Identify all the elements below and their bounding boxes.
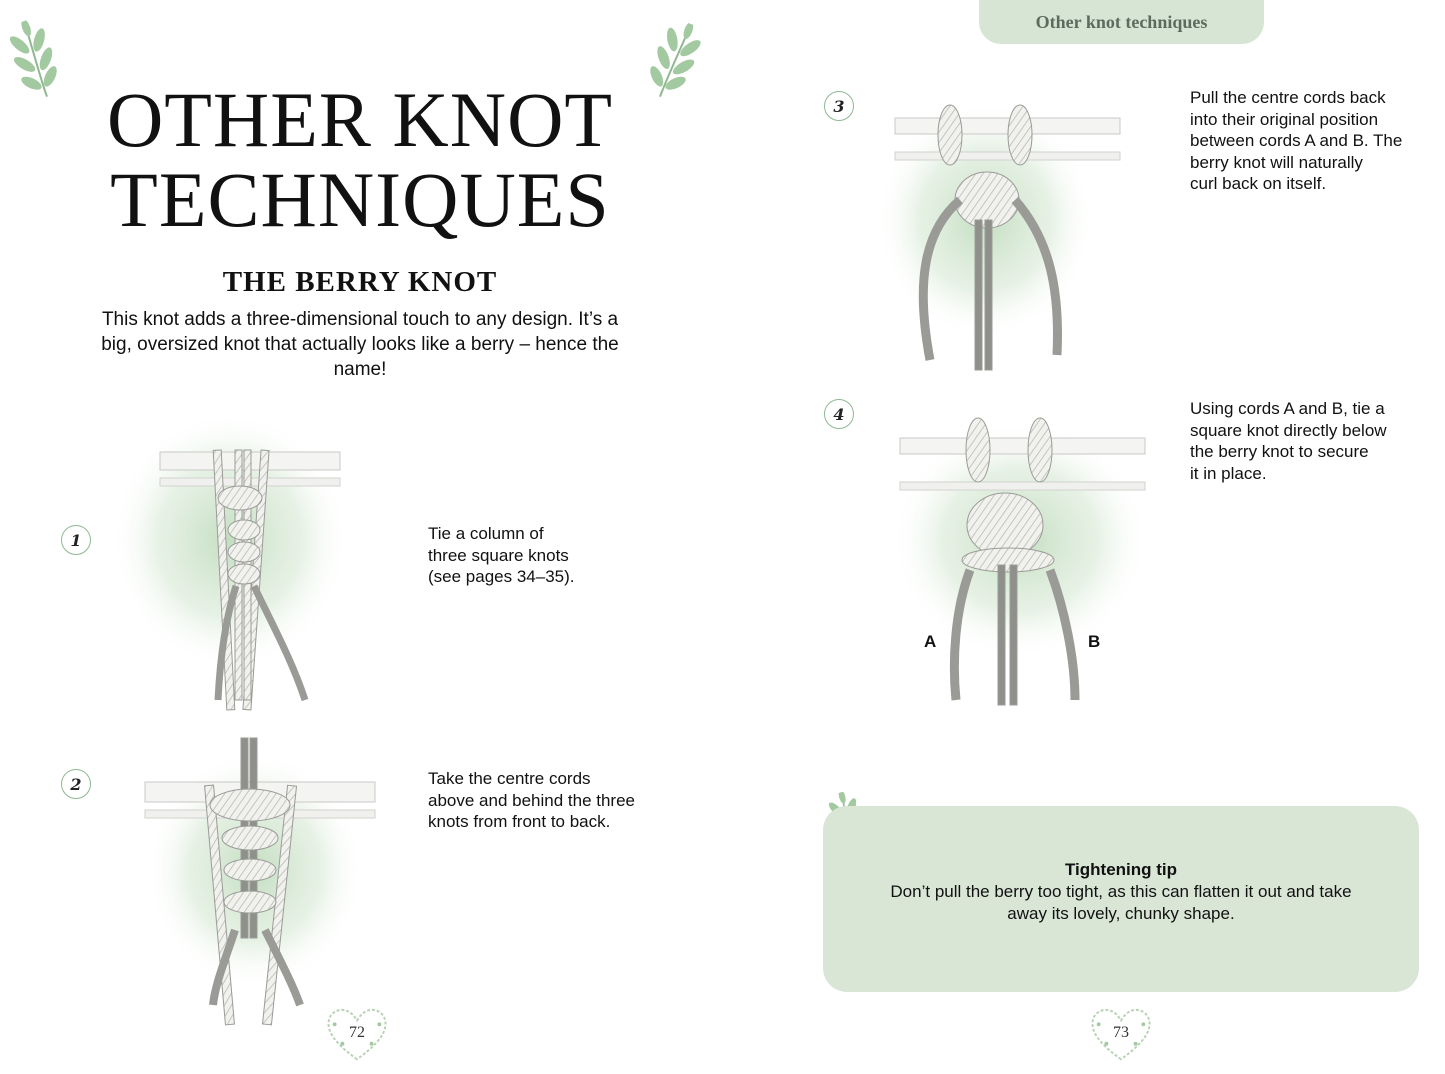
- tip-body: Don’t pull the berry too tight, as this can flatten it out and take away its lovely, chunky shape.: [890, 882, 1352, 923]
- step-1-number: 1: [70, 530, 82, 550]
- step-2-number: 2: [70, 774, 82, 794]
- page-number-left: 72: [349, 1024, 365, 1041]
- step-3-number: 3: [833, 96, 845, 116]
- step-3-number-badge: [824, 91, 854, 121]
- page-title-line1: OTHER KNOT: [106, 76, 614, 163]
- step-2-illustration: [115, 730, 415, 1030]
- section-heading: THE BERRY KNOT: [222, 266, 498, 298]
- step-2-number-badge: [61, 769, 91, 799]
- step-3-text: Pull the centre cords back into their original position between cords A and B. The berry knot will naturally curl back on itself.: [1190, 88, 1403, 193]
- page-number-right: 73: [1113, 1024, 1129, 1041]
- cord-label-a: A: [924, 632, 937, 651]
- step-1-illustration: [30, 390, 410, 730]
- step-1-text: Tie a column of three square knots (see pages 34–35).: [428, 524, 575, 586]
- page-title: [60, 76, 660, 243]
- step-4-illustration: [870, 400, 1180, 750]
- tip-title: Tightening tip: [1064, 860, 1178, 879]
- section-tab-label: Other knot techniques: [1035, 12, 1208, 32]
- page-title-line2: TECHNIQUES: [110, 156, 610, 243]
- step-2-text: Take the centre cords above and behind the three knots from front to back.: [428, 769, 636, 831]
- step-4-text: Using cords A and B, tie a square knot directly below the berry knot to secure it in place.: [1190, 399, 1387, 483]
- step-3-illustration: [865, 80, 1135, 380]
- step-1-number-badge: [61, 525, 91, 555]
- step-4-number: 4: [833, 404, 845, 424]
- step-4-number-badge: [824, 399, 854, 429]
- section-tab: [979, 0, 1264, 44]
- cord-label-b: B: [1088, 632, 1101, 651]
- intro-paragraph: This knot adds a three-dimensional touch to any design. It’s a big, oversized knot that actually looks like a berry – hence the name!: [101, 309, 619, 380]
